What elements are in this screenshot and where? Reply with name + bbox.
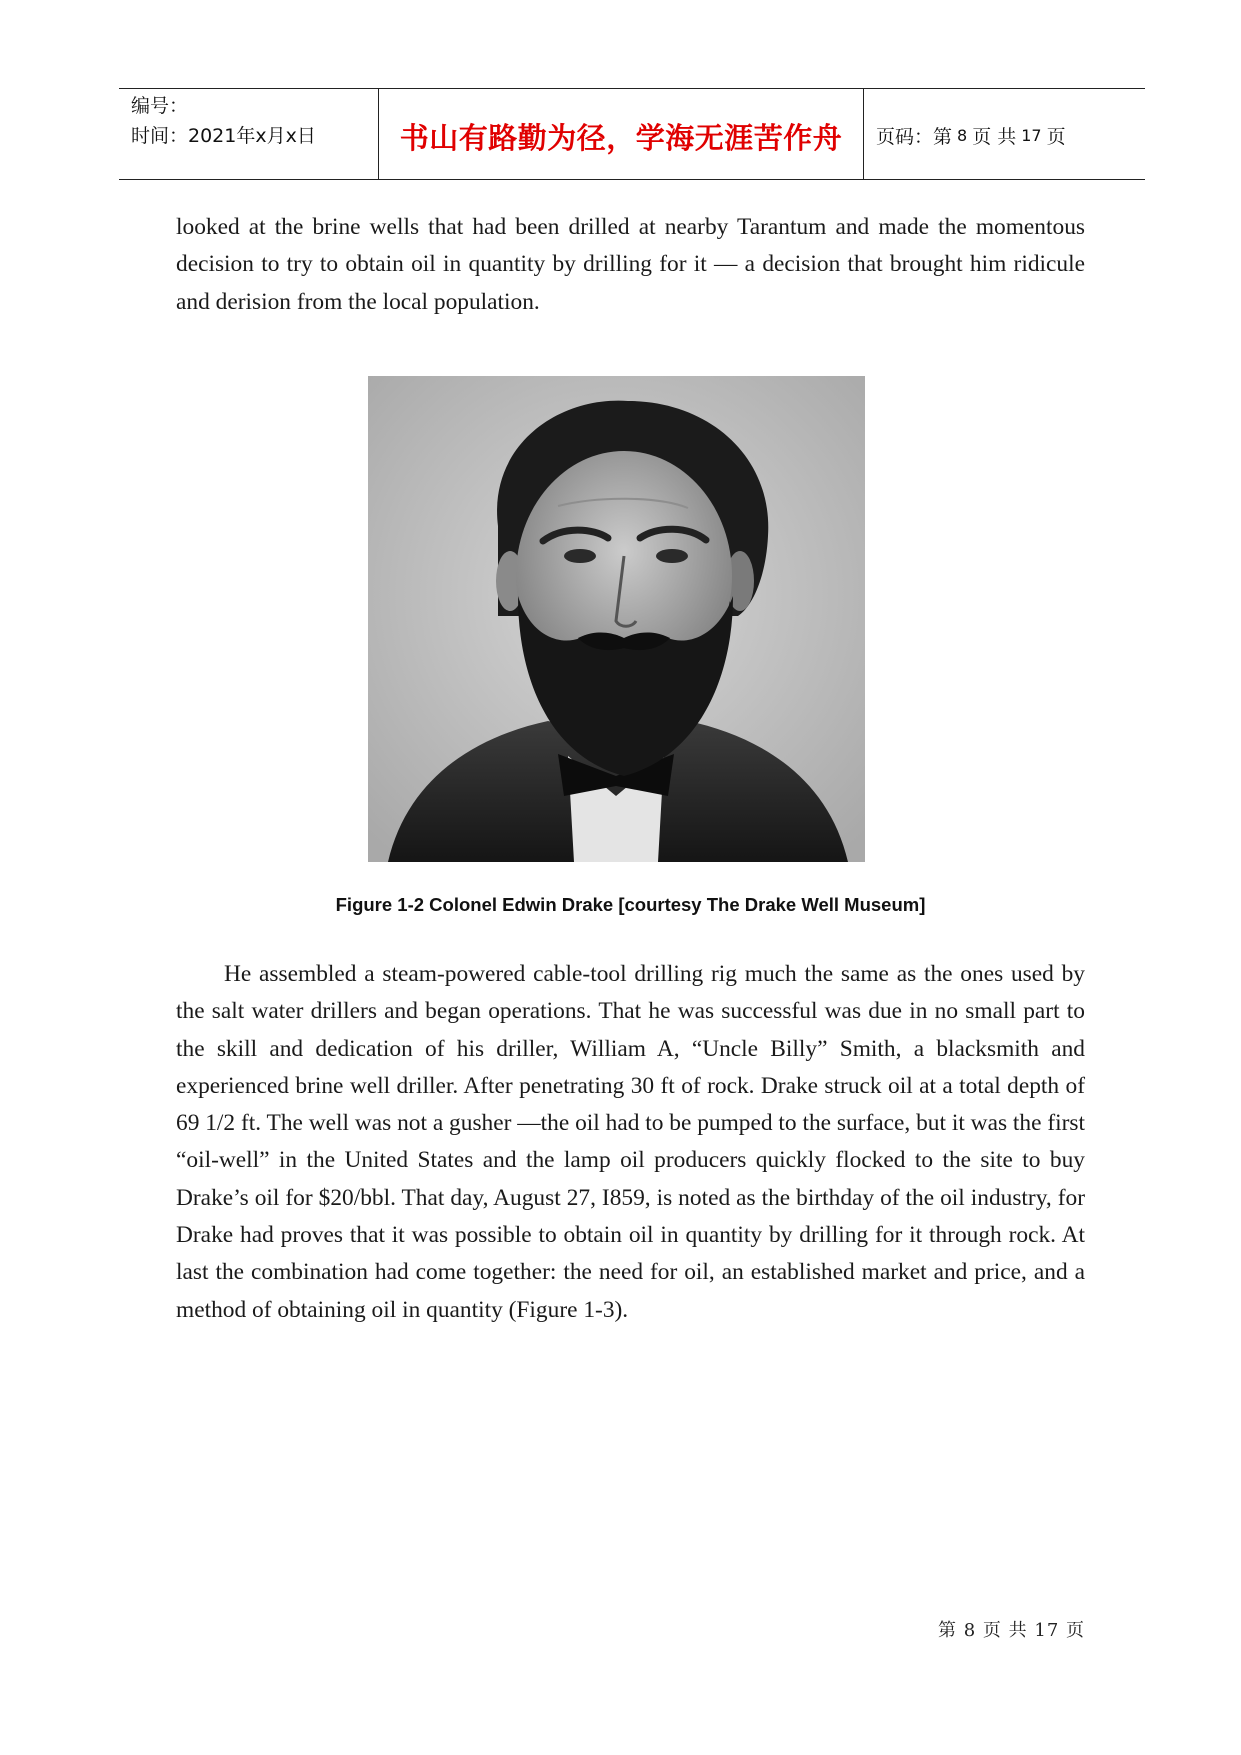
header-page-mid: 页 共	[972, 125, 1017, 148]
header-page-prefix: 页码：第	[876, 125, 953, 148]
header-page-total: 17	[1021, 125, 1042, 145]
portrait-photo-icon	[368, 376, 865, 862]
header-page-current: 8	[957, 125, 968, 145]
header-meta-cell	[119, 89, 379, 179]
header-motto: 书山有路勤为径，学海无涯苦作舟	[399, 120, 843, 155]
header-motto-cell	[379, 89, 864, 179]
header-page-cell	[864, 89, 1145, 179]
page-footer: 第 8 页 共 17 页	[938, 1620, 1085, 1641]
header-time-label: 时间：2021年x月x日	[131, 125, 316, 147]
figure-portrait	[368, 376, 865, 862]
header-number-label: 编号：	[131, 95, 189, 117]
body-paragraph-1: looked at the brine wells that had been drilled at nearby Tarantum and made the momentous decision to try to obtain oil in quantity by drilling for it — a decision that brought him ridicule and derision from the local population.	[176, 214, 1085, 315]
body-paragraph-2: He assembled a steam-powered cable-tool drilling rig much the same as the ones used by the salt water drillers and began operations. That he was successful was due in no small part to the skill and dedication of his driller, William A, “Uncle Billy” Smith, a blacksmith and experienced brine well driller. After penetrating 30 ft of rock. Drake struck oil at a total depth of 69 1/2 ft. The well was not a gusher —the oil had to be pumped to the surface, but it was the first “oil-well” in the United States and the lamp oil producers quickly flocked to the site to buy Drake’s oil for $20/bbl. That day, August 27, I859, is noted as the birthday of the oil industry, for Drake had proves that it was possible to obtain oil in quantity by drilling for it through rock. At last the combination had come together: the need for oil, an established market and price, and a method of obtaining oil in quantity (Figure 1-3).	[176, 961, 1086, 1323]
page-header	[119, 88, 1145, 180]
figure-caption: Figure 1-2 Colonel Edwin Drake [courtesy The Drake Well Museum]	[335, 894, 926, 915]
header-page-suffix: 页	[1046, 125, 1066, 148]
